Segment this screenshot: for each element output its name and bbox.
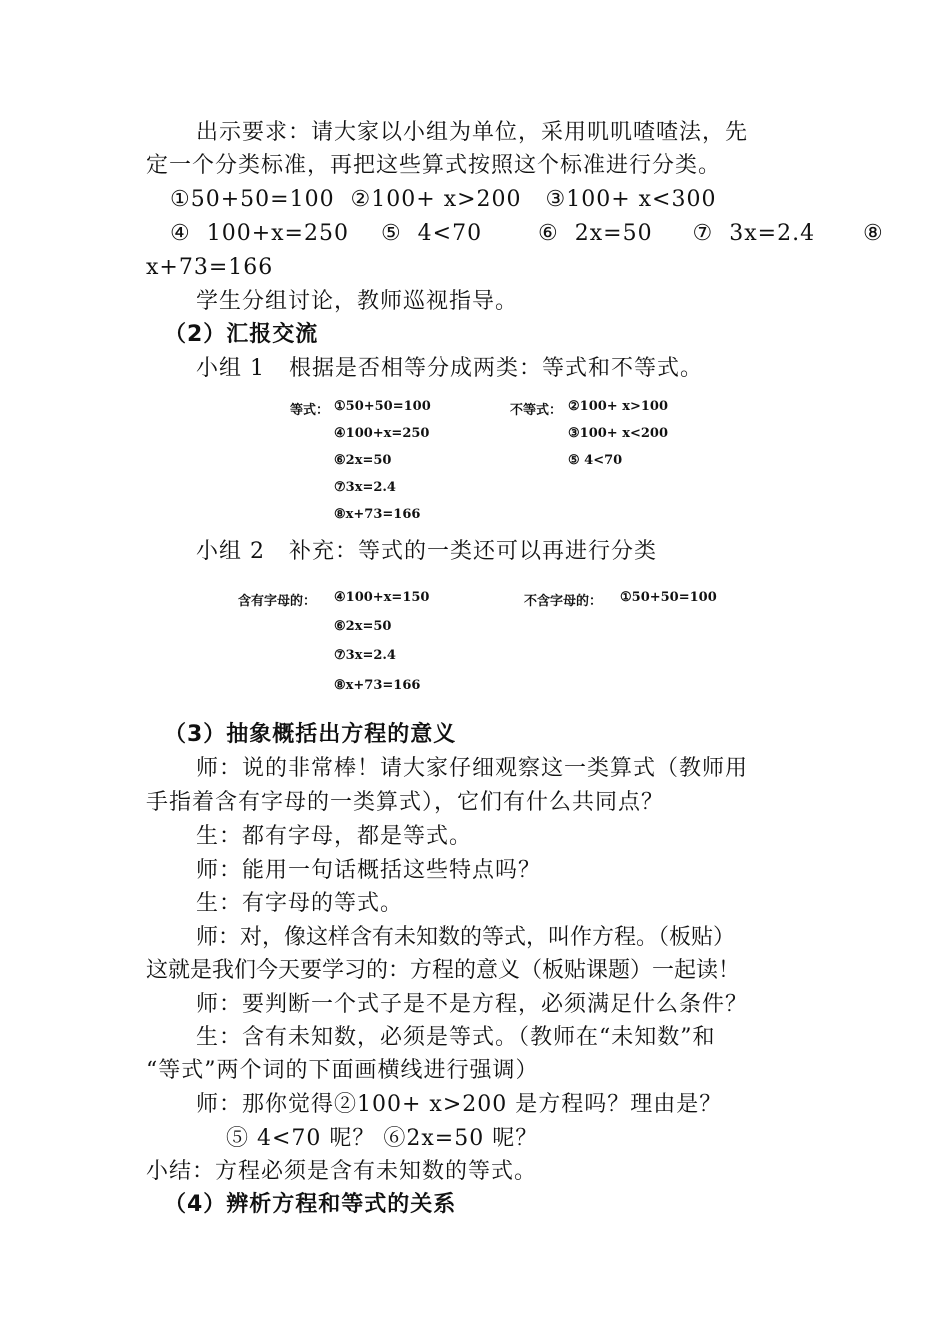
dialog-line: 生：含有未知数，必须是等式。（教师在“未知数”和 [196, 1025, 716, 1050]
equality-item: ④100+x=250 [334, 426, 430, 441]
dialog-line: 这就是我们今天要学习的：方程的意义（板贴课题）一起读！ [146, 958, 741, 983]
with-letters-item: ⑥2x=50 [334, 619, 392, 634]
without-letters-item: ①50+50=100 [620, 590, 717, 605]
dialog-line: 手指着含有字母的一类算式），它们有什么共同点？ [146, 790, 665, 815]
with-letters-item: ④100+x=150 [334, 590, 430, 605]
group-1-text: 小组 1 根据是否相等分成两类：等式和不等式。 [196, 356, 703, 381]
with-letters-item: ⑦3x=2.4 [334, 648, 396, 663]
intro-line-1: 出示要求：请大家以小组为单位，采用叽叽喳喳法，先 [196, 120, 749, 145]
dialog-line: 生：都有字母，都是等式。 [196, 824, 473, 849]
dialog-line: ⑤ 4<70 呢？ ⑥2x=50 呢？ [226, 1126, 539, 1151]
inequality-item: ②100+ x>100 [568, 399, 668, 414]
dialog-line: 师：能用一句话概括这些特点吗？ [196, 858, 542, 883]
equation-row-1: ①50+50=100 ②100+ x>200 ③100+ x<300 [170, 187, 717, 212]
dialog-line: 师：那你觉得②100+ x>200 是方程吗？理由是？ [196, 1092, 723, 1117]
with-letters-label: 含有字母的： [238, 594, 317, 609]
dialog-line: 师：对，像这样含有未知数的等式，叫作方程。（板贴） [196, 925, 736, 950]
equality-item: ⑧x+73=166 [334, 507, 421, 522]
section-2-heading: （2）汇报交流 [164, 322, 319, 347]
intro-line-2: 定一个分类标准，再把这些算式按照这个标准进行分类。 [146, 153, 722, 178]
section-3-heading: （3）抽象概括出方程的意义 [164, 722, 457, 747]
dialog-line: 师：要判断一个式子是不是方程，必须满足什么条件？ [196, 992, 749, 1017]
equality-item: ①50+50=100 [334, 399, 431, 414]
group-2-text: 小组 2 补充：等式的一类还可以再进行分类 [196, 539, 657, 564]
equation-row-3: x+73=166 [146, 255, 274, 280]
without-letters-label: 不含字母的： [524, 594, 603, 609]
with-letters-item: ⑧x+73=166 [334, 678, 421, 693]
inequality-item: ③100+ x<200 [568, 426, 668, 441]
equation-row-2: ④ 100+x=250 ⑤ 4<70 ⑥ 2x=50 ⑦ 3x=2.4 ⑧ [170, 221, 884, 246]
equality-item: ⑦3x=2.4 [334, 480, 396, 495]
inequality-label: 不等式： [510, 403, 563, 418]
dialog-line: 师：说的非常棒！请大家仔细观察这一类算式（教师用 [196, 756, 749, 781]
dialog-line: “等式”两个词的下面画横线进行强调） [146, 1058, 539, 1083]
equality-label: 等式： [290, 403, 330, 418]
section-4-heading: （4）辨析方程和等式的关系 [164, 1192, 457, 1217]
equality-item: ⑥2x=50 [334, 453, 392, 468]
summary-line: 小结：方程必须是含有未知数的等式。 [146, 1159, 538, 1184]
dialog-line: 生：有字母的等式。 [196, 891, 404, 916]
discussion-text: 学生分组讨论，教师巡视指导。 [196, 289, 519, 314]
inequality-item: ⑤ 4<70 [568, 453, 623, 468]
